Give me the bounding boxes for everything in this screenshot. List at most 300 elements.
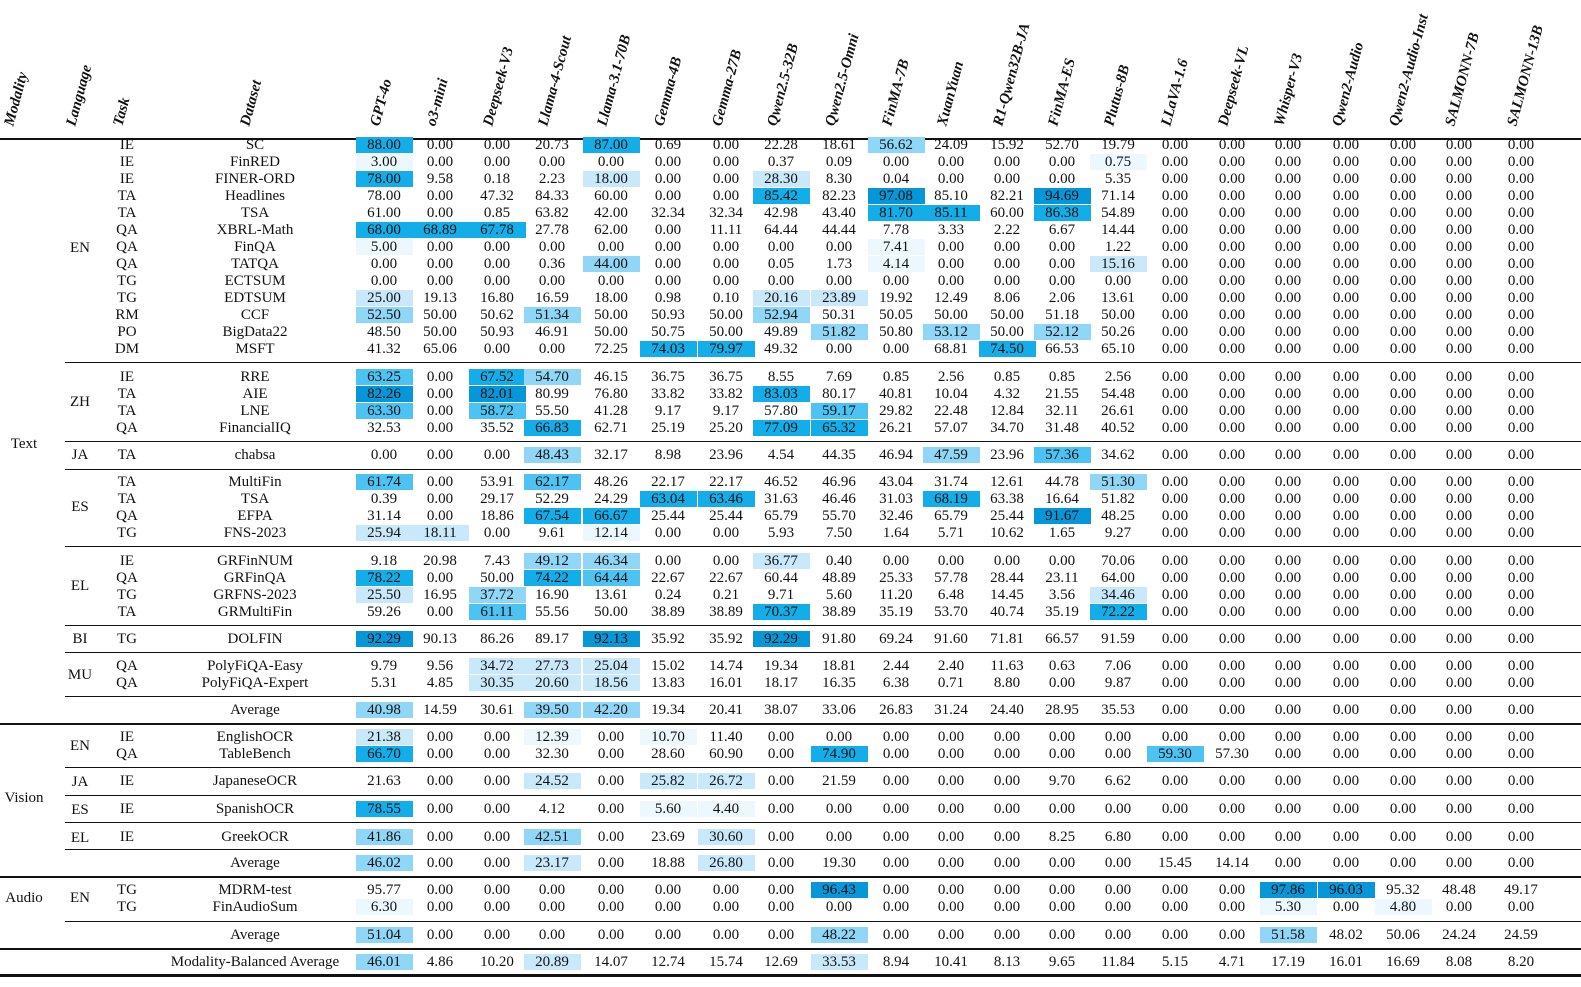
dataset-cell: GreekOCR — [221, 829, 289, 845]
score-cell: 0.00 — [767, 855, 795, 871]
score-cell: 52.70 — [1045, 137, 1079, 153]
score-cell: 0.36 — [538, 256, 566, 272]
score-cell: 2.44 — [882, 658, 910, 674]
score-cell: 0.00 — [1218, 341, 1246, 357]
score-cell: 16.59 — [535, 290, 569, 306]
score-cell: 71.14 — [1101, 188, 1135, 204]
score-cell: 38.89 — [709, 604, 743, 620]
task-cell: PO — [117, 324, 137, 340]
score-cell: 68.89 — [412, 222, 469, 238]
score-cell: 0.00 — [1332, 341, 1360, 357]
score-cell: 4.80 — [1375, 899, 1432, 915]
score-cell: 50.06 — [1386, 927, 1420, 943]
score-cell: 0.00 — [1445, 273, 1473, 289]
score-cell: 0.00 — [1389, 773, 1417, 789]
score-cell: 0.00 — [426, 256, 454, 272]
model-column-header — [1504, 0, 1547, 132]
score-cell: 0.00 — [1161, 631, 1189, 647]
score-cell: 86.38 — [1034, 205, 1091, 221]
score-cell: 0.00 — [1161, 702, 1189, 718]
column-header — [3, 0, 33, 132]
score-cell: 42.51 — [524, 829, 581, 845]
score-cell: 96.03 — [1318, 882, 1375, 898]
score-cell: 0.00 — [1389, 658, 1417, 674]
score-cell: 0.00 — [1218, 273, 1246, 289]
score-cell: 0.00 — [882, 899, 910, 915]
score-cell: 0.00 — [1332, 746, 1360, 762]
score-cell: 0.00 — [1389, 675, 1417, 691]
table-rule — [65, 795, 1581, 796]
score-cell: 48.25 — [1101, 508, 1135, 524]
score-cell: 4.54 — [767, 447, 795, 463]
score-cell: 16.01 — [1329, 954, 1363, 970]
score-cell: 9.70 — [1048, 773, 1076, 789]
score-cell: 48.26 — [594, 474, 628, 490]
score-cell: 50.26 — [1101, 324, 1135, 340]
score-cell: 57.80 — [764, 403, 798, 419]
score-cell: 0.00 — [654, 899, 682, 915]
score-cell: 0.00 — [1332, 658, 1360, 674]
score-cell: 13.61 — [594, 587, 628, 603]
score-cell: 0.00 — [483, 341, 511, 357]
score-cell: 62.17 — [524, 474, 581, 490]
dataset-cell: Average — [230, 855, 280, 871]
score-cell: 41.28 — [594, 403, 628, 419]
score-cell: 0.00 — [1218, 801, 1246, 817]
score-cell: 0.00 — [597, 729, 625, 745]
score-cell: 0.00 — [1507, 222, 1535, 238]
language-label: JA — [71, 774, 89, 790]
score-cell: 0.00 — [1389, 420, 1417, 436]
score-cell: 0.00 — [1332, 273, 1360, 289]
score-cell: 0.00 — [1507, 604, 1535, 620]
score-cell: 63.46 — [698, 491, 755, 507]
score-cell: 1.65 — [1048, 525, 1076, 541]
score-cell: 0.00 — [1445, 658, 1473, 674]
score-cell: 0.00 — [1507, 420, 1535, 436]
score-cell: 18.56 — [583, 675, 640, 691]
score-cell: 0.00 — [1274, 474, 1302, 490]
table-rule — [65, 921, 1581, 922]
score-cell: 47.32 — [480, 188, 514, 204]
score-cell: 0.00 — [1104, 273, 1132, 289]
score-cell: 0.00 — [538, 927, 566, 943]
score-cell: 0.69 — [654, 137, 682, 153]
score-cell: 36.75 — [709, 369, 743, 385]
score-cell: 0.00 — [1389, 525, 1417, 541]
score-cell: 0.00 — [937, 899, 965, 915]
score-cell: 0.00 — [1507, 675, 1535, 691]
score-cell: 6.80 — [1104, 829, 1132, 845]
score-cell: 0.00 — [1161, 553, 1189, 569]
score-cell: 0.00 — [426, 154, 454, 170]
score-cell: 14.59 — [423, 702, 457, 718]
score-cell: 0.00 — [1507, 570, 1535, 586]
score-cell: 0.00 — [1218, 899, 1246, 915]
score-cell: 0.98 — [654, 290, 682, 306]
score-cell: 89.17 — [535, 631, 569, 647]
score-cell: 14.74 — [709, 658, 743, 674]
score-cell: 0.00 — [1332, 386, 1360, 402]
score-cell: 0.00 — [1332, 307, 1360, 323]
score-cell: 18.88 — [651, 855, 685, 871]
score-cell: 0.00 — [993, 171, 1021, 187]
score-cell: 5.93 — [767, 525, 795, 541]
score-cell: 0.00 — [1445, 171, 1473, 187]
score-cell: 0.00 — [654, 882, 682, 898]
score-cell: 0.00 — [597, 927, 625, 943]
score-cell: 49.12 — [524, 553, 581, 569]
score-cell: 8.06 — [993, 290, 1021, 306]
score-cell: 78.00 — [367, 188, 401, 204]
model-header-label: Gemma-4B — [651, 55, 686, 128]
score-cell: 5.31 — [370, 675, 398, 691]
score-cell: 62.71 — [594, 420, 628, 436]
score-cell: 0.00 — [1507, 273, 1535, 289]
score-cell: 0.00 — [993, 829, 1021, 845]
score-cell: 16.95 — [423, 587, 457, 603]
table-rule — [0, 974, 1581, 977]
score-cell: 0.85 — [882, 369, 910, 385]
task-cell: IE — [119, 171, 135, 187]
task-cell: TG — [117, 631, 137, 647]
score-cell: 0.00 — [1218, 631, 1246, 647]
score-cell: 0.00 — [1445, 746, 1473, 762]
score-cell: 0.00 — [712, 137, 740, 153]
column-header — [65, 0, 95, 132]
score-cell: 0.00 — [937, 927, 965, 943]
score-cell: 55.56 — [535, 604, 569, 620]
score-cell: 18.81 — [822, 658, 856, 674]
model-header-label: LLaVA-1.6 — [1158, 57, 1192, 128]
score-cell: 92.13 — [583, 631, 640, 647]
task-cell: QA — [116, 256, 138, 272]
score-cell: 0.00 — [1332, 587, 1360, 603]
score-cell: 0.00 — [1218, 553, 1246, 569]
score-cell: 0.00 — [937, 729, 965, 745]
model-column-header — [1045, 0, 1079, 132]
task-cell: QA — [116, 508, 138, 524]
score-cell: 0.00 — [654, 222, 682, 238]
score-cell: 0.00 — [1274, 403, 1302, 419]
score-cell: 16.80 — [480, 290, 514, 306]
task-cell: QA — [116, 746, 138, 762]
score-cell: 2.23 — [538, 171, 566, 187]
score-cell: 0.00 — [825, 899, 853, 915]
score-cell: 35.52 — [480, 420, 514, 436]
score-cell: 0.00 — [483, 137, 511, 153]
score-cell: 10.04 — [934, 386, 968, 402]
language-label: ES — [71, 499, 89, 515]
score-cell: 90.13 — [423, 631, 457, 647]
score-cell: 0.00 — [1218, 154, 1246, 170]
score-cell: 59.30 — [1147, 746, 1204, 762]
score-cell: 0.00 — [1445, 188, 1473, 204]
score-cell: 14.14 — [1215, 855, 1249, 871]
score-cell: 52.50 — [356, 307, 413, 323]
score-cell: 0.00 — [993, 855, 1021, 871]
score-cell: 65.06 — [423, 341, 457, 357]
score-cell: 18.86 — [480, 508, 514, 524]
score-cell: 97.08 — [868, 188, 925, 204]
score-cell: 68.00 — [356, 222, 413, 238]
score-cell: 0.00 — [937, 746, 965, 762]
score-cell: 26.83 — [879, 702, 913, 718]
score-cell: 19.13 — [423, 290, 457, 306]
score-cell: 31.03 — [879, 491, 913, 507]
score-cell: 0.00 — [1445, 386, 1473, 402]
score-cell: 43.40 — [822, 205, 856, 221]
score-cell: 1.73 — [825, 256, 853, 272]
score-cell: 0.00 — [538, 882, 566, 898]
score-cell: 80.99 — [535, 386, 569, 402]
score-cell: 0.00 — [937, 239, 965, 255]
score-cell: 0.00 — [993, 801, 1021, 817]
score-cell: 0.00 — [426, 273, 454, 289]
score-cell: 21.55 — [1045, 386, 1079, 402]
score-cell: 22.17 — [709, 474, 743, 490]
model-column-header — [764, 0, 802, 132]
score-cell: 0.00 — [1274, 773, 1302, 789]
score-cell: 0.00 — [654, 239, 682, 255]
score-cell: 50.00 — [1101, 307, 1135, 323]
score-cell: 0.00 — [1161, 154, 1189, 170]
score-cell: 0.00 — [654, 525, 682, 541]
model-column-header — [1271, 0, 1307, 132]
score-cell: 74.03 — [640, 341, 697, 357]
score-cell: 34.72 — [469, 658, 526, 674]
dataset-cell: BigData22 — [222, 324, 288, 340]
score-cell: 78.55 — [356, 801, 413, 817]
score-cell: 0.00 — [426, 474, 454, 490]
task-cell: TG — [117, 899, 137, 915]
dataset-cell: FINER-ORD — [214, 171, 295, 187]
score-cell: 10.41 — [934, 954, 968, 970]
score-cell: 48.89 — [822, 570, 856, 586]
score-cell: 0.00 — [426, 927, 454, 943]
score-cell: 50.00 — [709, 307, 743, 323]
score-cell: 0.00 — [825, 341, 853, 357]
score-cell: 1.22 — [1104, 239, 1132, 255]
score-cell: 18.61 — [822, 137, 856, 153]
score-cell: 0.00 — [597, 273, 625, 289]
score-cell: 7.69 — [825, 369, 853, 385]
model-column-header — [480, 0, 517, 132]
score-cell: 0.00 — [1274, 239, 1302, 255]
dataset-cell: SC — [245, 137, 265, 153]
score-cell: 0.00 — [882, 927, 910, 943]
score-cell: 41.86 — [356, 829, 413, 845]
score-cell: 0.00 — [1332, 773, 1360, 789]
score-cell: 0.00 — [1507, 855, 1535, 871]
score-cell: 20.16 — [753, 290, 810, 306]
dataset-cell: CCF — [240, 307, 270, 323]
score-cell: 26.61 — [1101, 403, 1135, 419]
score-cell: 52.29 — [535, 491, 569, 507]
score-cell: 0.00 — [426, 570, 454, 586]
score-cell: 0.00 — [1389, 553, 1417, 569]
score-cell: 0.00 — [426, 508, 454, 524]
score-cell: 19.30 — [822, 855, 856, 871]
score-cell: 0.00 — [1048, 899, 1076, 915]
score-cell: 0.00 — [1161, 474, 1189, 490]
table-rule — [65, 849, 1581, 850]
score-cell: 25.44 — [651, 508, 685, 524]
score-cell: 4.71 — [1218, 954, 1246, 970]
table-rule — [65, 625, 1581, 626]
score-cell: 0.00 — [1332, 239, 1360, 255]
dataset-cell: PolyFiQA-Easy — [207, 658, 303, 674]
score-cell: 0.00 — [1389, 604, 1417, 620]
model-header-label: Qwen2.5-32B — [764, 41, 802, 128]
score-cell: 0.00 — [1445, 604, 1473, 620]
score-cell: 23.89 — [811, 290, 868, 306]
score-cell: 0.00 — [712, 256, 740, 272]
task-cell: QA — [116, 658, 138, 674]
score-cell: 65.79 — [934, 508, 968, 524]
score-cell: 0.00 — [1445, 702, 1473, 718]
score-cell: 0.00 — [1161, 829, 1189, 845]
dataset-cell: AIE — [242, 386, 268, 402]
score-cell: 0.00 — [1218, 729, 1246, 745]
score-cell: 0.00 — [1332, 324, 1360, 340]
score-cell: 0.00 — [1507, 525, 1535, 541]
score-cell: 11.40 — [709, 729, 743, 745]
score-cell: 7.06 — [1104, 658, 1132, 674]
score-cell: 0.37 — [767, 154, 795, 170]
dataset-cell: FinRED — [229, 154, 280, 170]
score-cell: 24.52 — [524, 773, 581, 789]
score-cell: 7.43 — [483, 553, 511, 569]
score-cell: 0.00 — [712, 927, 740, 943]
score-cell: 46.91 — [535, 324, 569, 340]
score-cell: 0.00 — [1389, 307, 1417, 323]
table-rule — [65, 767, 1581, 768]
model-header-label: Qwen2-Audio — [1329, 40, 1368, 128]
score-cell: 50.00 — [990, 307, 1024, 323]
score-cell: 0.00 — [1218, 525, 1246, 541]
score-cell: 0.00 — [1048, 171, 1076, 187]
score-cell: 0.00 — [1161, 491, 1189, 507]
score-cell: 5.60 — [640, 801, 697, 817]
score-cell: 28.60 — [651, 746, 685, 762]
score-cell: 39.50 — [524, 702, 581, 718]
score-cell: 66.70 — [356, 746, 413, 762]
dataset-cell: EnglishOCR — [216, 729, 294, 745]
score-cell: 0.00 — [1507, 801, 1535, 817]
score-cell: 51.82 — [1101, 491, 1135, 507]
score-cell: 91.80 — [822, 631, 856, 647]
score-cell: 0.00 — [1332, 290, 1360, 306]
score-cell: 72.25 — [594, 341, 628, 357]
model-header-label: Whisper-V3 — [1271, 51, 1307, 128]
score-cell: 0.00 — [1445, 729, 1473, 745]
score-cell: 0.00 — [483, 447, 511, 463]
score-cell: 23.17 — [524, 855, 581, 871]
score-cell: 0.00 — [483, 256, 511, 272]
score-cell: 0.00 — [1218, 137, 1246, 153]
task-cell: QA — [116, 570, 138, 586]
score-cell: 0.00 — [1332, 256, 1360, 272]
score-cell: 16.90 — [535, 587, 569, 603]
dataset-cell: TableBench — [219, 746, 291, 762]
score-cell: 20.41 — [709, 702, 743, 718]
score-cell: 12.39 — [524, 729, 581, 745]
score-cell: 0.00 — [1218, 403, 1246, 419]
score-cell: 0.00 — [1507, 631, 1535, 647]
score-cell: 0.00 — [767, 927, 795, 943]
score-cell: 0.00 — [1104, 729, 1132, 745]
score-cell: 0.00 — [1161, 386, 1189, 402]
score-cell: 0.00 — [1218, 829, 1246, 845]
score-cell: 0.00 — [993, 256, 1021, 272]
table-rule — [65, 441, 1581, 442]
score-cell: 46.96 — [822, 474, 856, 490]
score-cell: 97.86 — [1260, 882, 1317, 898]
score-cell: 34.46 — [1090, 587, 1147, 603]
score-cell: 0.00 — [426, 604, 454, 620]
score-cell: 40.52 — [1101, 420, 1135, 436]
score-cell: 0.00 — [825, 729, 853, 745]
dataset-cell: FinAudioSum — [212, 899, 298, 915]
score-cell: 83.03 — [753, 386, 810, 402]
score-cell: 4.86 — [426, 954, 454, 970]
dataset-cell: Modality-Balanced Average — [170, 954, 340, 970]
score-cell: 11.11 — [709, 222, 743, 238]
score-cell: 0.00 — [1274, 341, 1302, 357]
score-cell: 0.00 — [937, 829, 965, 845]
score-cell: 55.70 — [822, 508, 856, 524]
score-cell: 46.15 — [594, 369, 628, 385]
score-cell: 46.52 — [764, 474, 798, 490]
score-cell: 0.00 — [882, 855, 910, 871]
score-cell: 54.89 — [1101, 205, 1135, 221]
score-cell: 0.00 — [1274, 570, 1302, 586]
score-cell: 0.00 — [1507, 553, 1535, 569]
model-header-label: FinMA-7B — [879, 57, 913, 128]
task-cell: TG — [117, 882, 137, 898]
score-cell: 0.00 — [426, 420, 454, 436]
score-cell: 0.00 — [1507, 829, 1535, 845]
score-cell: 0.00 — [538, 273, 566, 289]
score-cell: 0.00 — [1507, 137, 1535, 153]
score-cell: 49.17 — [1504, 882, 1538, 898]
score-cell: 46.34 — [583, 553, 640, 569]
language-label: BI — [72, 631, 88, 647]
score-cell: 0.00 — [1161, 341, 1189, 357]
score-cell: 0.00 — [1332, 447, 1360, 463]
score-cell: 0.00 — [1332, 829, 1360, 845]
score-cell: 11.84 — [1101, 954, 1135, 970]
score-cell: 9.18 — [370, 553, 398, 569]
score-cell: 0.00 — [1274, 801, 1302, 817]
score-cell: 0.00 — [538, 899, 566, 915]
score-cell: 0.00 — [426, 729, 454, 745]
score-cell: 0.00 — [993, 273, 1021, 289]
score-cell: 0.00 — [1048, 553, 1076, 569]
score-cell: 71.81 — [990, 631, 1024, 647]
score-cell: 50.93 — [480, 324, 514, 340]
model-column-header — [367, 0, 396, 132]
score-cell: 0.00 — [1104, 855, 1132, 871]
score-cell: 74.22 — [524, 570, 581, 586]
task-cell: IE — [119, 137, 135, 153]
score-cell: 63.30 — [356, 403, 413, 419]
score-cell: 59.17 — [811, 403, 868, 419]
score-cell: 0.00 — [1507, 773, 1535, 789]
score-cell: 0.00 — [937, 801, 965, 817]
score-cell: 0.00 — [1445, 525, 1473, 541]
